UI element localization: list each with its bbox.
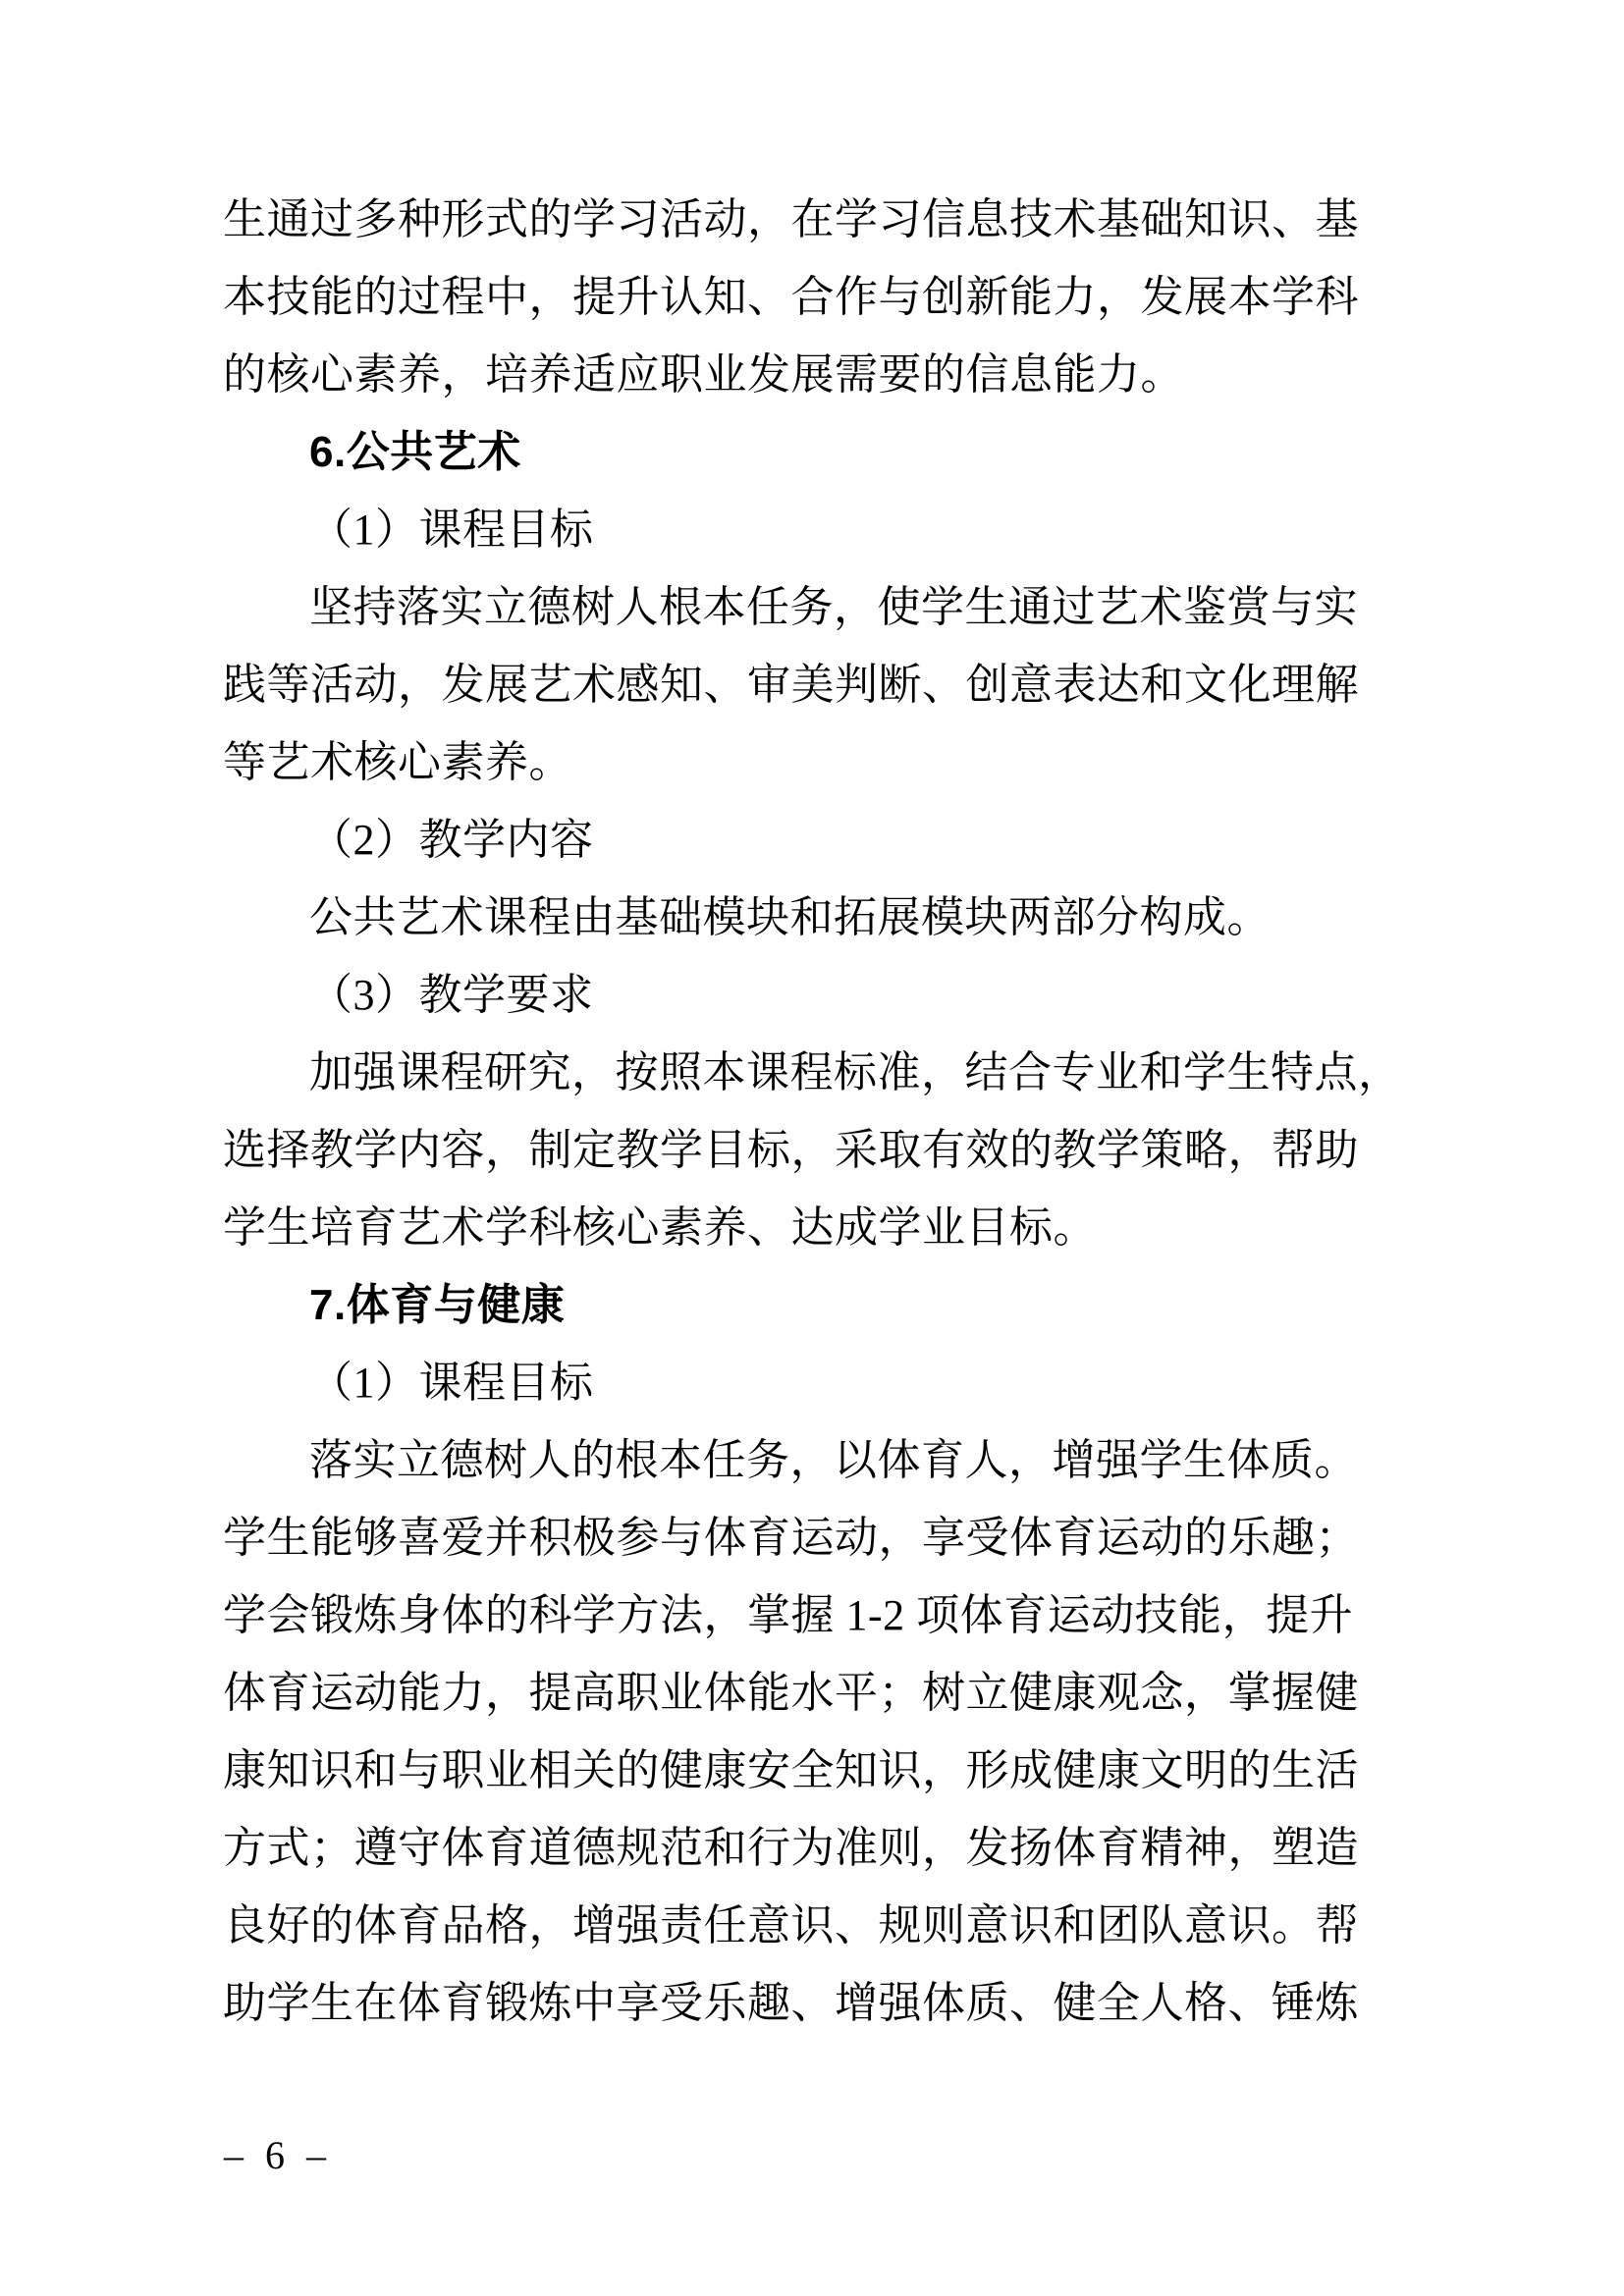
text-line: 方式；遵守体育道德规范和行为准则，发扬体育精神，塑造 xyxy=(223,1824,1359,1872)
text-line: 良好的体育品格，增强责任意识、规则意识和团队意识。帮 xyxy=(223,1901,1359,1949)
page-number: – 6 – xyxy=(224,2133,332,2177)
text-line: 学生能够喜爱并积极参与体育运动，享受体育运动的乐趣； xyxy=(223,1514,1359,1562)
text-line: 生通过多种形式的学习活动，在学习信息技术基础知识、基 xyxy=(223,195,1359,243)
text-line: 落实立德树人的根本任务，以体育人，增强学生体质。 xyxy=(309,1436,1358,1484)
text-line: 学会锻炼身体的科学方法，掌握 1-2 项体育运动技能，提升 xyxy=(223,1591,1354,1639)
document-text-block xyxy=(223,181,1402,2042)
text-line: 等艺术核心素养。 xyxy=(223,738,572,786)
text-line: （1）课程目标 xyxy=(309,1359,594,1407)
text-line: （1）课程目标 xyxy=(309,506,594,554)
text-line: 选择教学内容，制定教学目标，采取有效的教学策略，帮助 xyxy=(223,1126,1359,1174)
text-line: 的核心素养，培养适应职业发展需要的信息能力。 xyxy=(223,350,1184,399)
text-line: 学生培育艺术学科核心素养、达成学业目标。 xyxy=(223,1203,1097,1252)
text-line: （3）教学要求 xyxy=(309,971,594,1019)
section-heading: 6.公共艺术 xyxy=(309,428,521,476)
text-line: 本技能的过程中，提升认知、合作与创新能力，发展本学科 xyxy=(223,273,1359,321)
text-line: 坚持落实立德树人根本任务，使学生通过艺术鉴赏与实 xyxy=(309,583,1358,631)
text-line: （2）教学内容 xyxy=(309,816,594,864)
text-line: 加强课程研究，按照本课程标准，结合专业和学生特点， xyxy=(309,1048,1402,1096)
text-line: 助学生在体育锻炼中享受乐趣、增强体质、健全人格、锤炼 xyxy=(223,1979,1359,2027)
text-line: 公共艺术课程由基础模块和拓展模块两部分构成。 xyxy=(309,893,1271,941)
text-line: 体育运动能力，提高职业体能水平；树立健康观念，掌握健 xyxy=(223,1669,1359,1717)
text-line: 践等活动，发展艺术感知、审美判断、创意表达和文化理解 xyxy=(223,661,1359,709)
text-line: 康知识和与职业相关的健康安全知识，形成健康文明的生活 xyxy=(223,1746,1359,1794)
section-heading: 7.体育与健康 xyxy=(309,1281,566,1329)
